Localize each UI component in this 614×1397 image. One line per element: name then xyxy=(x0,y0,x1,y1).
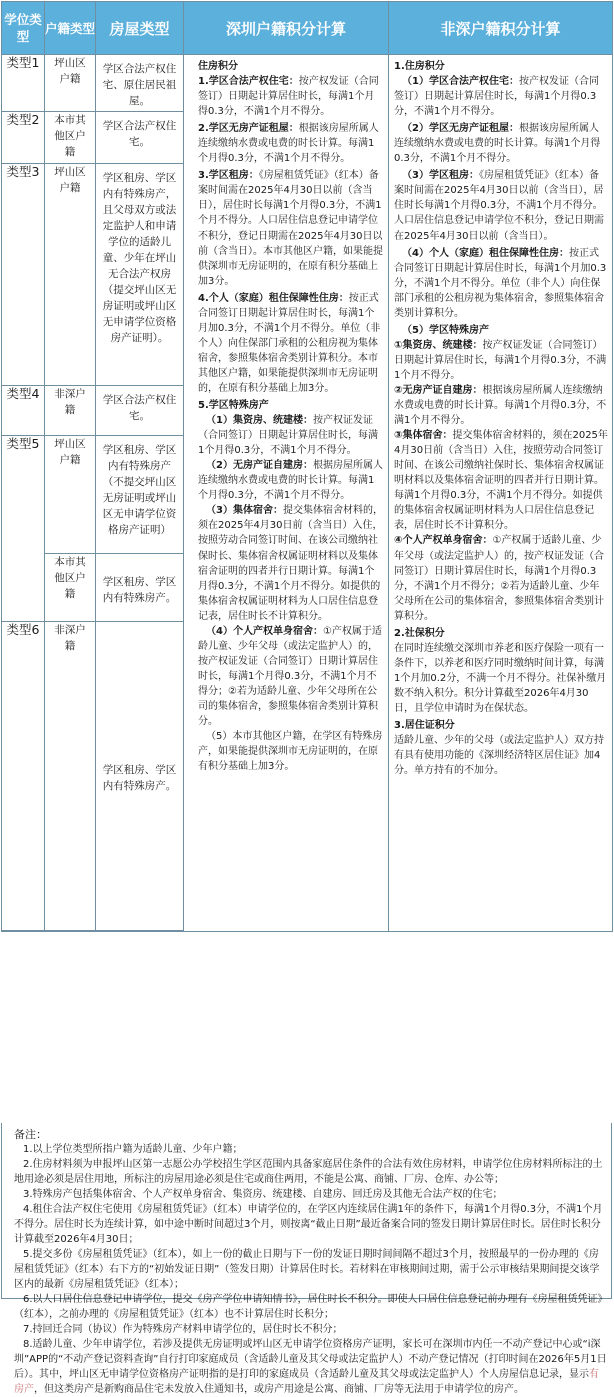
filler-cell xyxy=(2,931,45,932)
house-type-cell: 学区租房、学区内有特殊房产。 xyxy=(96,622,184,931)
house-type-cell: 学区合法产权住宅。 xyxy=(96,112,184,164)
fsz-section-2: 在同时连续缴交深圳市养老和医疗保险一项有一条件下，以养老和医疗同时缴纳时间计算，每满1个月加0.2分，不满一个月不得分。社保补缴月数不纳入积分。积分计算截至2026年4月30日，且学位申请时为在保状态。 xyxy=(394,642,607,714)
table-header-row xyxy=(2,2,613,55)
sz-section-5: 5.学区特殊房产 xyxy=(198,400,269,412)
sz-section-5-1: （1）集资房、统建楼：按产权证发证（合同签订）日期起计算居住时长，每满1个月得0.3分，不满1个月不得分。 xyxy=(198,415,378,457)
hukou-cell: 本市其他区户籍 xyxy=(45,112,96,164)
fsz-section-1: 1.住房积分 xyxy=(394,61,445,72)
fsz-section-1-5: （5）学区特殊房产 xyxy=(402,324,489,336)
sz-section-1: 1.学区合法产权住宅：按产权发证（合同签订）日期起计算居住时长，每满1个月得0.3分，不满1个月不得分。 xyxy=(198,76,379,118)
hukou-cell: 坪山区户籍 xyxy=(45,55,96,112)
sz-section-5-4: （4）个人产权单身宿舍：①产权属于适龄儿童、少年父母（或法定监护人）的，按产权证发证（合同签订）日期计算居住时长，每满1个月得0.3分，不满1个月不得分；②若为适龄儿童、少年父母所在公司的集体宿舍，参照集体宿舍类别计算积分。 xyxy=(198,625,382,728)
note-emphasis: 有房产 xyxy=(14,1369,599,1395)
header-non-shenzhen-points: 非深户籍积分计算 xyxy=(389,2,613,55)
hukou-cell: 非深户籍 xyxy=(45,622,96,931)
hukou-cell: 本市其他区户籍 xyxy=(45,554,96,622)
fsz-section-1-5-3: ③集体宿舍：提交集体宿舍材料的，须在2025年4月30日前（含当日）入住，按照劳动合同签订时间、在该公司缴纳社保时长、集体宿舍权属证明材料以及集体宿舍证明的四者并行日期计算。每满1个月得0.3分，不满1个月不得分。如提供的集体宿舍权属证明材料为人口居住信息登记表，居住时长不计算积分。 xyxy=(394,430,608,532)
note-item: 3.特殊房产包括集体宿舍、个人产权单身宿舍、集资房、统建楼、自建房、回迁房及其他无合法产权的住宅； xyxy=(23,1189,503,1200)
notes-section xyxy=(1,1123,612,1395)
note-item: 2.住房材料须为申报坪山区第一志愿公办学校招生学区范围内具备家庭居住条件的合法有效住房材料，申请学位住房材料所标注的土地用途必须是居住用地，所标注的房屋用途必须是住宅或商住两用，不能是公寓、商铺、厂房、仓库、办公等； xyxy=(14,1159,603,1185)
fsz-section-1-5-2: ②无房产证自建房：根据该房屋所属人连续缴纳水费或电费的时长计算。每满1个月得0.3分，不满1个月不得分。 xyxy=(394,384,607,427)
sz-title: 住房积分 xyxy=(198,61,238,72)
note-item: 4.租住合法产权住宅使用《房屋租赁凭证》（红本）申请学位的，在学区内连续居住满1年的条件下，每满1个月得0.3分，不满1个月不得分。居住时长为连续计算，如中途中断时间超过3个月，则按离“截止日期”最近备案合同的签发日期计算居住时长。居住时长积分计算截至2026年4月30日； xyxy=(14,1204,603,1245)
filler-cell xyxy=(96,931,184,932)
sz-section-2: 2.学区无房产证租屋：根据该房屋所属人连续缴纳水费或电费的时长计算。每满1个月得0.3分，不满1个月不得分。 xyxy=(198,123,379,165)
house-type-cell: 学区合法产权住宅、原住居民祖屋。 xyxy=(96,55,184,112)
sz-section-5-5: （5）本市其他区户籍，在学区有特殊房产，如果能提供深圳市无房证明的，在原有积分基础上加3分。 xyxy=(198,731,383,773)
fsz-section-2-title: 2.社保积分 xyxy=(394,627,445,639)
house-type-cell: 学区租房、学区内有特殊房产（不提交坪山区无房证明或坪山区无申请学位资格房产证明） xyxy=(96,436,184,554)
fsz-section-1-5-4: ④个人产权单身宿舍：①产权属于适龄儿童、少年父母（或法定监护人）的，按产权证发证（合同签订）日期计算居住时长，每满1个月得0.3分，不满1个月不得分；②若为适龄儿童、少年父母所在公司的集体宿舍，参照集体宿舍类别计算积分。 xyxy=(394,535,604,622)
degree-type-cell: 类型1 xyxy=(2,55,45,112)
fsz-section-3: 适龄儿童、少年的父母（或法定监护人）双方持有具有使用功能的《深圳经济特区居住证》加4分。单方持有的不加分。 xyxy=(394,735,604,777)
note-item: 6.以人口居住信息登记申请学位，提交《房产学位申请知情书》，居住时长不积分。即使人口居住信息登记前办理有《房屋租赁凭证》（红本），之前办理的《房屋租赁凭证》（红本）也不计算居住时长积分； xyxy=(14,1294,603,1320)
fsz-section-1-5-1: ①集资房、统建楼：按产权证发证（合同签订）日期起计算居住时长，每满1个月得0.3分，不满1个月不得分。 xyxy=(394,339,607,381)
degree-type-cell: 类型3 xyxy=(2,164,45,386)
fsz-section-1-1: （1）学区合法产权住宅：按产权发证（合同签订）日期起计算居住时长，每满1个月得0.3分，不满1个月不得分。 xyxy=(394,76,599,118)
house-type-cell: 学区租房、学区内有特殊房产，且父母双方或法定监护人和申请学位的适龄儿童、少年在坪山无合法产权房（提交坪山区无房证明或坪山区无申请学位资格房产证明）。 xyxy=(96,164,184,386)
house-type-cell: 学区租房、学区内有特殊房产。 xyxy=(96,554,184,622)
hukou-cell: 坪山区户籍 xyxy=(45,164,96,386)
house-type-cell: 学区合法产权住宅。 xyxy=(96,386,184,436)
sz-section-5-2: （2）无房产证自建房：根据房屋所属人连续缴纳水费或电费的时长计算。每满1个月得0.3分，不满1个月不得分。 xyxy=(198,460,383,502)
points-table xyxy=(1,1,613,932)
header-shenzhen-points: 深圳户籍积分计算 xyxy=(184,2,389,55)
table-row xyxy=(2,55,613,112)
note-item: 7.持回迁合同（协议）作为特殊房产材料申请学位的，居住时长不积分； xyxy=(23,1324,343,1335)
fsz-section-1-3: （3）学区租房：《房屋租赁凭证》（红本）备案时间需在2025年4月30日以前（含当日），居住时长每满1个月得0.3分，不满1个月不得分。人口居住信息登记申请学位不积分，登记日期需在2025年4月30日以前（含当日）。 xyxy=(394,170,604,242)
hukou-cell: 非深户籍 xyxy=(45,386,96,436)
sz-section-4: 4.个人（家庭）租住保障性住房：按正式合同签订日期起计算居住时长，每满1个月加0.3分，不满1个月不得分。单位（非个人）向住保部门承租的公租房视为集体宿舍，参照集体宿舍类别计算积分。本市其他区户籍，如果能提供深圳市无房证明的，在原有积分基础上加3分。 xyxy=(198,292,381,394)
hukou-cell: 坪山区户籍 xyxy=(45,436,96,554)
filler-cell xyxy=(45,931,96,932)
note-item: 5.提交多份《房屋租赁凭证》（红本），如上一份的截止日期与下一份的发证日期时间间隔不超过3个月，按照最早的一份办理的《房屋租赁凭证》（红本）右下方的“初始发证日期”（签发日期）计算居住时长。若材料在审核期间过期，需于公示审核结果期间提交该学区内的最新《房屋租赁凭证》（红本）； xyxy=(14,1249,600,1290)
degree-type-cell: 类型6 xyxy=(2,622,45,931)
header-hukou-type: 户籍类型 xyxy=(45,2,96,55)
note-item: 8.适龄儿童、少年申请学位，若涉及提供无房证明或坪山区无申请学位资格房产证明，家长可在深圳市内任一不动产登记中心或“i深圳”APP的“不动产登记资料查询”自行打印家庭成员（含适龄儿童及其父母或法定监护人）不动产登记情况（打印时间在2026年5月1日后）。其中，坪山区无申请学位资格房产证明指的是打印的家庭成员（含适龄儿童及其父母或法定监护人）个人房屋信息记录，显示有房产，但这类房产是新购商品住宅未发放入住通知书，或房产用途是公寓、商铺、厂房等无法用于申请学位的房产。 xyxy=(14,1339,607,1395)
shenzhen-points-cell xyxy=(184,55,389,932)
sz-section-3: 3.学区租房：《房屋租赁凭证》（红本）备案时间需在2025年4月30日以前（含当日），居住时长每满1个月得0.3分，不满1个月不得分。人口居住信息登记申请学位不积分，登记日期需在2025年4月30日以前（含当日）。本市其他区户籍，如果能提供深圳市无房证明的，在原有积分基础上加3分。 xyxy=(198,170,383,287)
sz-section-5-3: （3）集体宿舍：提交集体宿舍材料的，须在2025年4月30日前（含当日）入住，按照劳动合同签订时间、在该公司缴纳社保时长、集体宿舍权属证明材料以及集体宿舍证明的四者并行日期计算。每满1个月得0.3分，不满1个月不得分。如提供的集体宿舍权属证明材料为人口居住信息登记表，居住时长不计算积分。 xyxy=(198,505,383,622)
non-shenzhen-points-cell xyxy=(389,55,613,932)
header-house-type: 房屋类型 xyxy=(96,2,184,55)
degree-type-cell: 类型2 xyxy=(2,112,45,164)
degree-type-cell: 类型5 xyxy=(2,436,45,622)
header-degree-type: 学位类型 xyxy=(2,2,45,55)
fsz-section-1-4: （4）个人（家庭）租住保障性住房：按正式合同签订日期起计算居住时长，每满1个月加0.3分，不满1个月不得分。单位（非个人）向住保部门承租的公租房视为集体宿舍，参照集体宿舍类别计算积分。 xyxy=(394,247,607,319)
notes-title: 备注： xyxy=(14,1128,47,1141)
note-item: 1.以上学位类型所指户籍为适龄儿童、少年户籍； xyxy=(23,1144,243,1155)
fsz-section-1-2: （2）学区无房产证租屋：根据该房屋所属人连续缴纳水费或电费的时长计算。每满1个月得0.3分，不满1个月不得分。 xyxy=(394,123,601,165)
degree-type-cell: 类型4 xyxy=(2,386,45,436)
fsz-section-3-title: 3.居住证积分 xyxy=(394,720,455,732)
